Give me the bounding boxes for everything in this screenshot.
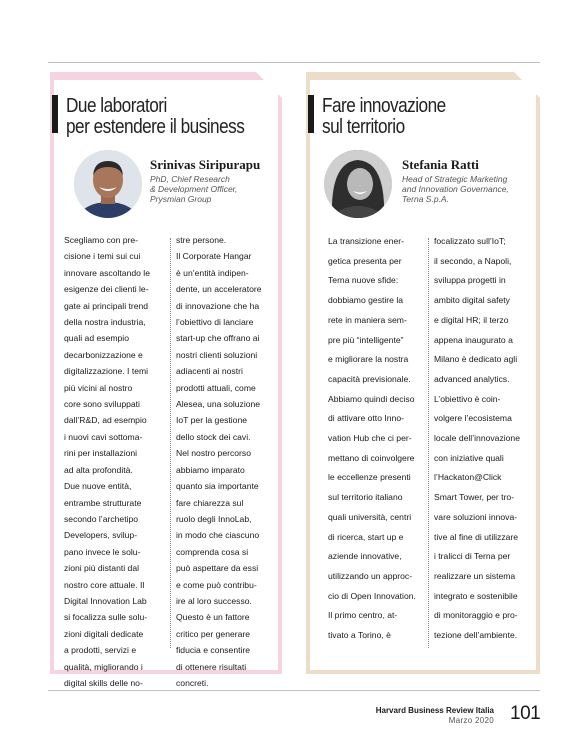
text-line: locale dell’innovazione [434, 433, 520, 444]
text-line: digitalizzazione. I temi [64, 366, 149, 377]
text-line: adiacenti ai nostri [176, 366, 243, 377]
text-line: dello stock dei cavi. [176, 431, 251, 442]
text-line: advanced analytics. [434, 373, 510, 384]
text-line: a prodotti, servizi e [64, 645, 137, 656]
text-line: ad alta profondità. [64, 464, 133, 475]
text-line: della nostra industria, [64, 317, 146, 328]
text-line: digital skills delle no- [64, 677, 143, 688]
portrait-photo [74, 150, 142, 218]
interview-panel-right [306, 72, 540, 674]
text-line: abbiamo imparato [176, 464, 245, 475]
text-line: Alesea, una soluzione [176, 399, 261, 410]
text-line: decarbonizzazione e [64, 349, 143, 360]
body-columns [64, 232, 270, 688]
text-line: di innovazione che ha [176, 300, 260, 311]
corner-fold [256, 72, 282, 98]
text-line: i tralicci di Terna per [434, 551, 511, 562]
text-line: di ricerca, start up e [328, 531, 404, 542]
text-line: sul territorio italiano [328, 492, 403, 503]
title-accent-bar [52, 95, 58, 133]
text-line: Scegliamo con pre- [64, 235, 139, 245]
top-rule [48, 62, 540, 63]
text-line: cisione i temi sui cui [64, 251, 141, 262]
person-role: Head of Strategic Marketing and Innovation Governance, Terna S.p.A. [402, 174, 509, 204]
text-line: appena inaugurato a [434, 334, 513, 345]
text-line: può aspettare da essi [176, 563, 259, 574]
issue-date: Marzo 2020 [448, 716, 494, 725]
text-line: in modo che ciascuno [176, 530, 260, 541]
text-line: ambito digital safety [434, 295, 510, 306]
title-accent-bar [308, 95, 314, 133]
text-line: è un’entità indipen- [176, 267, 249, 278]
text-line: utilizzando un approc- [328, 570, 413, 581]
column-divider [170, 238, 171, 648]
person-name: Srinivas Siripurapu [150, 157, 261, 172]
text-line: core sono sviluppati [64, 399, 140, 410]
text-column-2 [176, 232, 274, 691]
text-line: le eccellenze presenti [328, 472, 411, 483]
text-line: dall’R&D, ad esempio [64, 415, 147, 426]
text-line: più vicini al nostro [64, 382, 133, 393]
text-line: rete in maniera sem- [328, 314, 407, 325]
text-line: critico per generare [176, 628, 251, 639]
text-line: di attivare otto Inno- [328, 413, 404, 424]
text-line: quali università, centri [328, 511, 412, 522]
text-line: quali ad esempio [64, 333, 129, 344]
text-line: e migliorare la nostra [328, 354, 409, 365]
text-line: concreti. [176, 677, 209, 688]
text-line: quanto sia importante [176, 481, 259, 492]
text-line: il secondo, a Napoli, [434, 255, 512, 266]
text-line: Il primo centro, at- [328, 610, 398, 621]
text-line: Terna nuove sfide: [328, 275, 399, 286]
text-line: fare chiarezza sul [176, 497, 244, 508]
text-line: pano invece le solu- [64, 546, 141, 557]
text-line: comprenda cosa si [176, 546, 249, 557]
text-line: start-up che offrano ai [176, 333, 260, 344]
section-title: Due laboratori per estendere il business [66, 95, 245, 138]
body-columns [320, 232, 528, 660]
text-column-1 [64, 232, 162, 691]
text-line: pre più “intelligente” [328, 334, 404, 345]
text-line: l’Hackaton@Click [434, 472, 502, 483]
text-column-1 [328, 232, 426, 646]
text-line: di monitoraggio e pro- [434, 610, 518, 621]
corner-fold [514, 72, 540, 98]
text-line: fiducia e consentire [176, 645, 251, 656]
portrait-photo [324, 150, 392, 218]
text-line: dente, un acceleratore [176, 284, 262, 295]
text-line: Smart Tower, per tro- [434, 492, 515, 503]
person-info [402, 157, 538, 204]
text-line: rini per installazioni [64, 448, 138, 459]
person-role: PhD, Chief Research & Development Officer, Prysmian Group [150, 174, 238, 204]
text-line: zioni digitali dedicate [64, 628, 144, 639]
text-line: Abbiamo quindi deciso [328, 393, 415, 404]
text-line: Due nuove entità, [64, 481, 132, 492]
text-line: ruolo degli InnoLab, [176, 513, 252, 524]
text-line: getica presenta per [328, 255, 402, 266]
text-line: i nuovi cavi sottoma- [64, 431, 143, 442]
text-column-2 [434, 232, 532, 646]
page-footer [376, 706, 494, 726]
text-line: IoT per la gestione [176, 415, 248, 426]
text-line: sviluppa progetti in [434, 275, 506, 286]
text-line: zioni più distanti dal [64, 563, 140, 574]
interview-panel-left [50, 72, 282, 688]
publication-name: Harvard Business Review Italia [375, 706, 494, 715]
text-line: volgere l’ecosistema [434, 413, 512, 424]
text-line: capacità previsionale. [328, 373, 411, 384]
bottom-rule [48, 690, 540, 691]
text-line: qualità, migliorando i [64, 661, 143, 672]
text-line: tezione dell’ambiente. [434, 630, 518, 641]
text-line: innovare ascoltando le [64, 267, 150, 278]
text-line: integrato e sostenibile [434, 590, 518, 601]
text-line: esigenze dei clienti le- [64, 284, 149, 295]
person-info [150, 157, 286, 204]
text-line: prodotti attuali, come [176, 382, 256, 393]
text-line: con iniziative quali [434, 452, 504, 463]
column-divider [428, 238, 429, 648]
text-line: e come può contribu- [176, 579, 257, 590]
section-title: Fare innovazione sul territorio [322, 95, 446, 138]
text-line: L’obiettivo è coin- [434, 393, 501, 404]
text-line: nostri clienti soluzioni [176, 349, 258, 360]
text-line: aziende innovative, [328, 551, 402, 562]
text-line: dobbiamo gestire la [328, 295, 404, 306]
text-line: entrambe strutturate [64, 497, 142, 508]
text-line: Digital Innovation Lab [64, 595, 147, 606]
text-line: e digital HR; il terzo [434, 314, 509, 325]
text-line: di ottenere risultati [176, 661, 247, 672]
text-line: nostro core attuale. Il [64, 579, 145, 590]
text-line: cio di Open Innovation. [328, 590, 416, 601]
text-line: tive al fine di utilizzare [434, 531, 519, 542]
text-line: vation Hub che ci per- [328, 433, 412, 444]
text-line: gate ai principali trend [64, 300, 149, 311]
page-number: 101 [510, 703, 541, 724]
text-line: realizzare un sistema [434, 570, 516, 581]
text-line: Milano è dedicato agli [434, 354, 518, 365]
text-line: secondo l’archetipo [64, 513, 139, 524]
person-name: Stefania Ratti [402, 157, 479, 172]
text-line: focalizzato sull’IoT; [434, 236, 506, 246]
text-line: vare soluzioni innova- [434, 511, 518, 522]
text-line: stre persone. [176, 235, 227, 245]
text-line: mettano di coinvolgere [328, 452, 415, 463]
text-line: tivato a Torino, è [328, 630, 391, 641]
text-line: Questo è un fattore [176, 612, 250, 623]
text-line: Developers, svilup- [64, 530, 138, 541]
text-line: l’obiettivo di lanciare [176, 317, 254, 328]
text-line: si focalizza sulle solu- [64, 612, 148, 623]
text-line: La transizione ener- [328, 236, 404, 246]
text-line: Nel nostro percorso [176, 448, 251, 459]
text-line: ire al loro successo. [176, 595, 252, 606]
text-line: Il Corporate Hangar [176, 251, 252, 262]
